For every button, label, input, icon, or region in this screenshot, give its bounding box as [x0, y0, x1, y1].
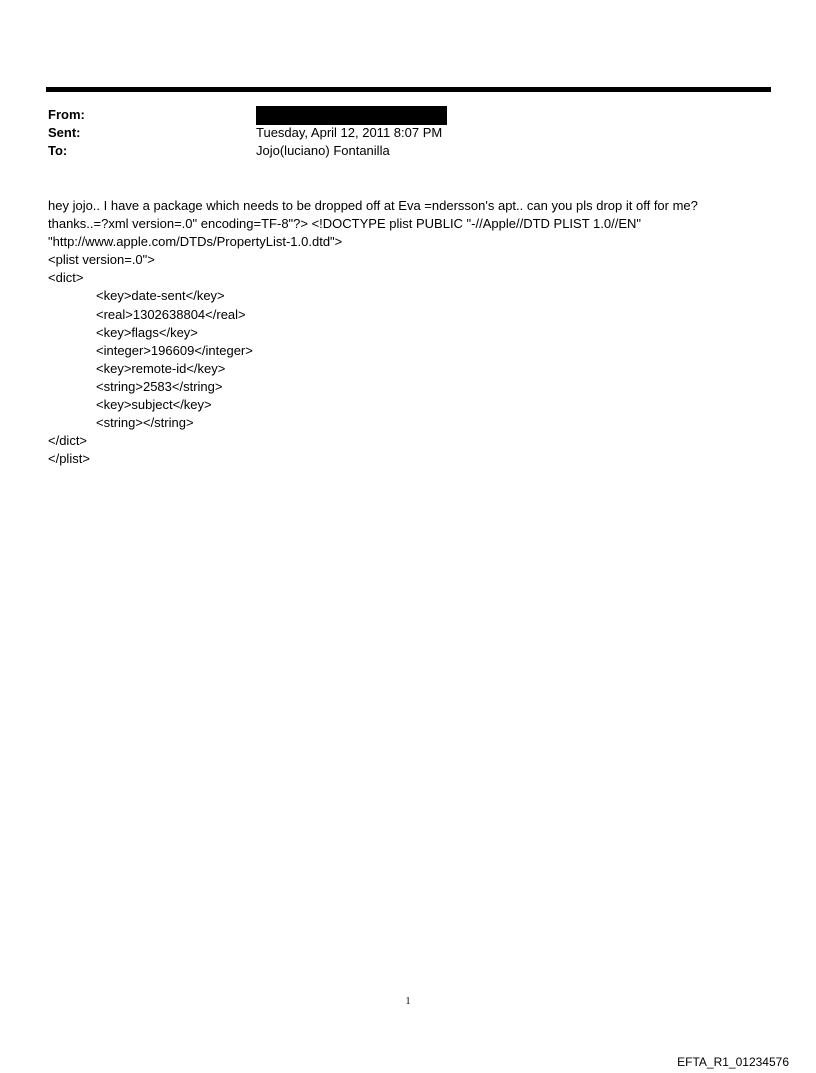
body-line: hey jojo.. I have a package which needs to be dropped off at Eva =ndersson's apt.. can you pls drop it off for me? — [48, 198, 698, 213]
from-label: From: — [48, 107, 85, 122]
body-line: </plist> — [48, 451, 90, 467]
to-row — [48, 142, 748, 160]
from-row — [48, 106, 748, 124]
document-id: EFTA_R1_01234576 — [677, 1055, 789, 1069]
redacted-sender — [256, 106, 447, 125]
body-line: <real>1302638804</real> — [96, 306, 246, 322]
body-line: <string>2583</string> — [96, 378, 223, 394]
body-line: <plist version=.0"> — [48, 252, 155, 268]
to-value: Jojo(luciano) Fontanilla — [256, 143, 390, 158]
body-line: <key>date-sent</key> — [96, 288, 225, 304]
body-line: "http://www.apple.com/DTDs/PropertyList-1.0.dtd"> — [48, 234, 343, 250]
to-label: To: — [48, 143, 68, 158]
body-line: <key>remote-id</key> — [96, 360, 226, 376]
body-line: thanks..=?xml version=.0" encoding=TF-8"?> <!DOCTYPE plist PUBLIC "-//Apple//DTD PLIST 1.0//EN" — [48, 216, 641, 232]
body-line: <string></string> — [96, 415, 194, 431]
header-divider — [46, 87, 771, 92]
body-line: </dict> — [48, 433, 88, 449]
email-body — [48, 197, 768, 468]
sent-row — [48, 124, 748, 142]
sent-label: Sent: — [48, 125, 81, 140]
body-line: <dict> — [48, 270, 84, 286]
body-line: <key>subject</key> — [96, 397, 212, 413]
page-number: 1 — [405, 996, 411, 1007]
body-line: <key>flags</key> — [96, 324, 198, 340]
body-line: <integer>196609</integer> — [96, 342, 253, 358]
sent-value: Tuesday, April 12, 2011 8:07 PM — [256, 125, 443, 140]
